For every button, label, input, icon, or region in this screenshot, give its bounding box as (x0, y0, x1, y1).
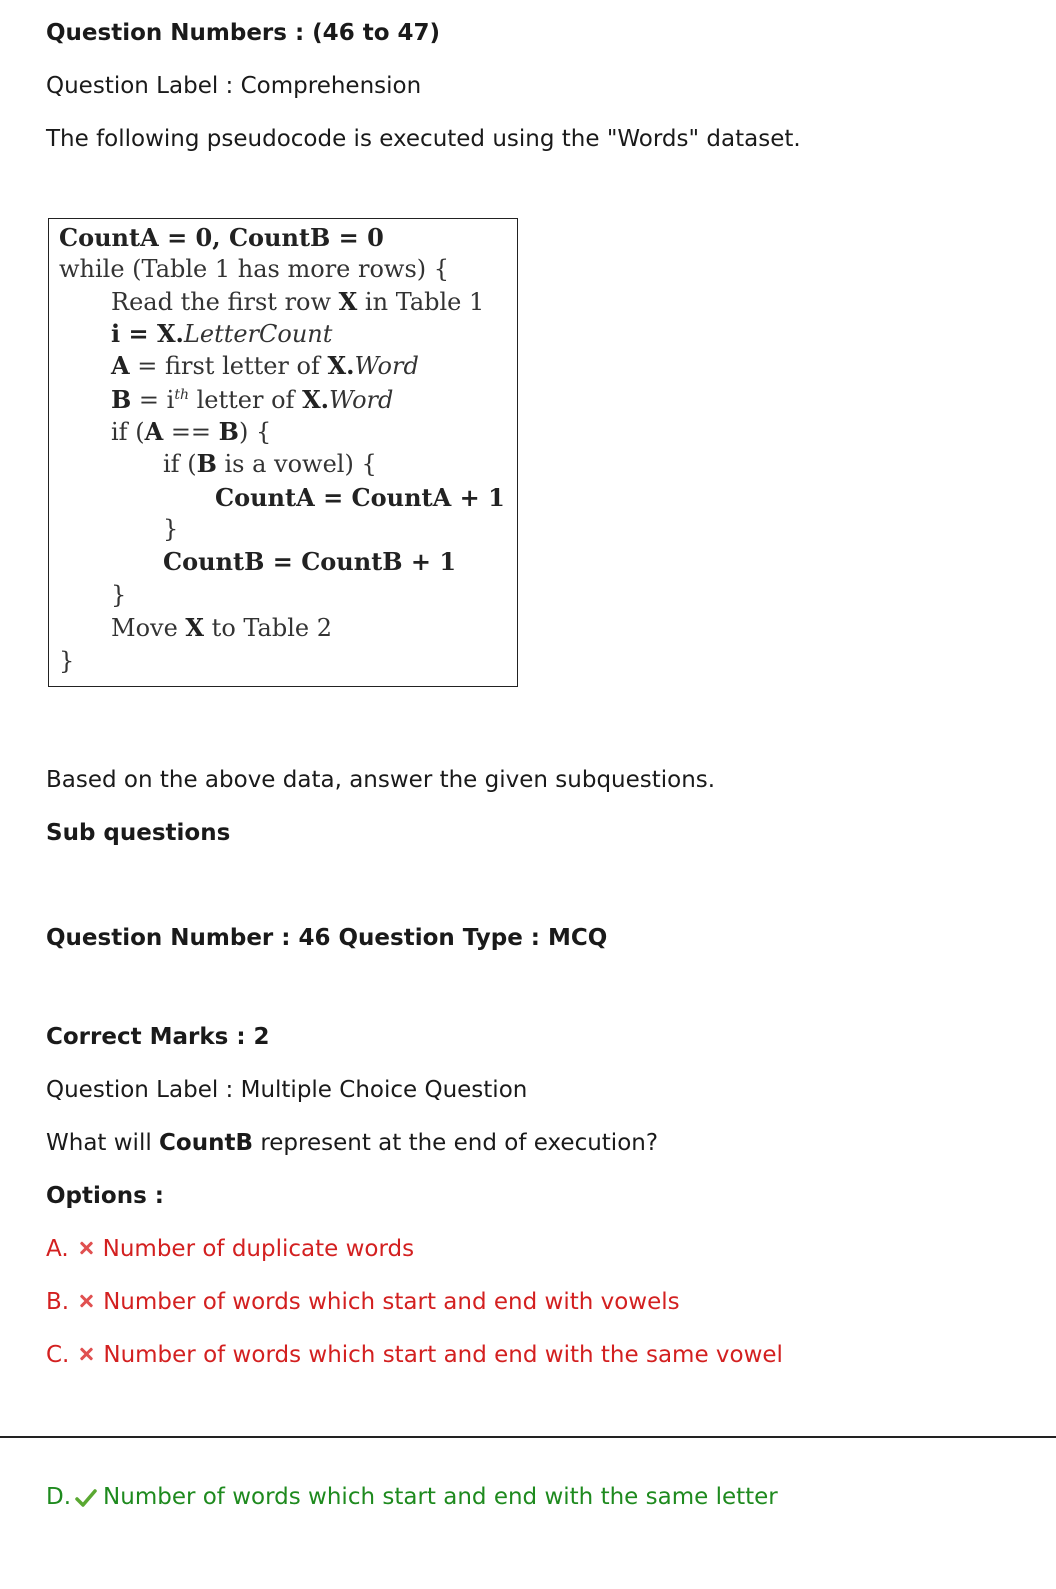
check-icon (75, 1488, 97, 1508)
option-letter: C. (46, 1342, 70, 1368)
question-meta: Question Number : 46 Question Type : MCQ (46, 925, 608, 951)
option-c[interactable] (46, 1342, 783, 1368)
cross-icon (79, 1241, 93, 1255)
code-line: while (Table 1 has more rows) { (59, 255, 450, 283)
code-line: $B = i^{th}$ letter of X.Word (111, 385, 394, 414)
option-text: Number of words which start and end with the same letter (103, 1484, 778, 1510)
code-line: if (B is a vowel) { (163, 449, 377, 478)
code-line: } (59, 647, 75, 675)
option-a[interactable] (46, 1236, 414, 1262)
option-text: Number of words which start and end with the same vowel (103, 1342, 783, 1368)
code-line: CountB = CountB + 1 (163, 547, 457, 576)
options-heading: Options : (46, 1183, 164, 1209)
code-line: CountA = 0, CountB = 0 (59, 223, 384, 252)
code-line: } (163, 515, 179, 543)
code-line: CountA = CountA + 1 (215, 483, 505, 512)
question-label: Question Label : Comprehension (46, 73, 422, 99)
code-line: A = first letter of X.Word (111, 351, 419, 380)
option-d[interactable] (46, 1484, 778, 1510)
divider (0, 1436, 1056, 1438)
code-line: i = X.LetterCount (111, 319, 333, 348)
sub-questions-heading: Sub questions (46, 820, 231, 846)
based-on-text: Based on the above data, answer the given subquestions. (46, 767, 716, 793)
option-letter: D. (46, 1484, 72, 1510)
mcq-question-label: Question Label : Multiple Choice Question (46, 1077, 528, 1103)
option-text: Number of duplicate words (102, 1236, 415, 1262)
question-numbers: Question Numbers : (46 to 47) (46, 20, 441, 46)
correct-marks: Correct Marks : 2 (46, 1024, 270, 1050)
code-line: Move X to Table 2 (111, 613, 332, 642)
code-line: } (111, 581, 127, 609)
question-text: What will CountB represent at the end of execution? (46, 1130, 659, 1156)
option-letter: A. (46, 1236, 69, 1262)
option-text: Number of words which start and end with vowels (103, 1289, 680, 1315)
option-b[interactable] (46, 1289, 680, 1315)
code-line: if (A == B) { (111, 417, 272, 446)
cross-icon (79, 1294, 93, 1308)
option-letter: B. (46, 1289, 70, 1315)
intro-text: The following pseudocode is executed using the "Words" dataset. (46, 126, 801, 152)
pseudocode-box (48, 218, 518, 687)
cross-icon (79, 1347, 93, 1361)
code-line: Read the first row X in Table 1 (111, 287, 485, 316)
